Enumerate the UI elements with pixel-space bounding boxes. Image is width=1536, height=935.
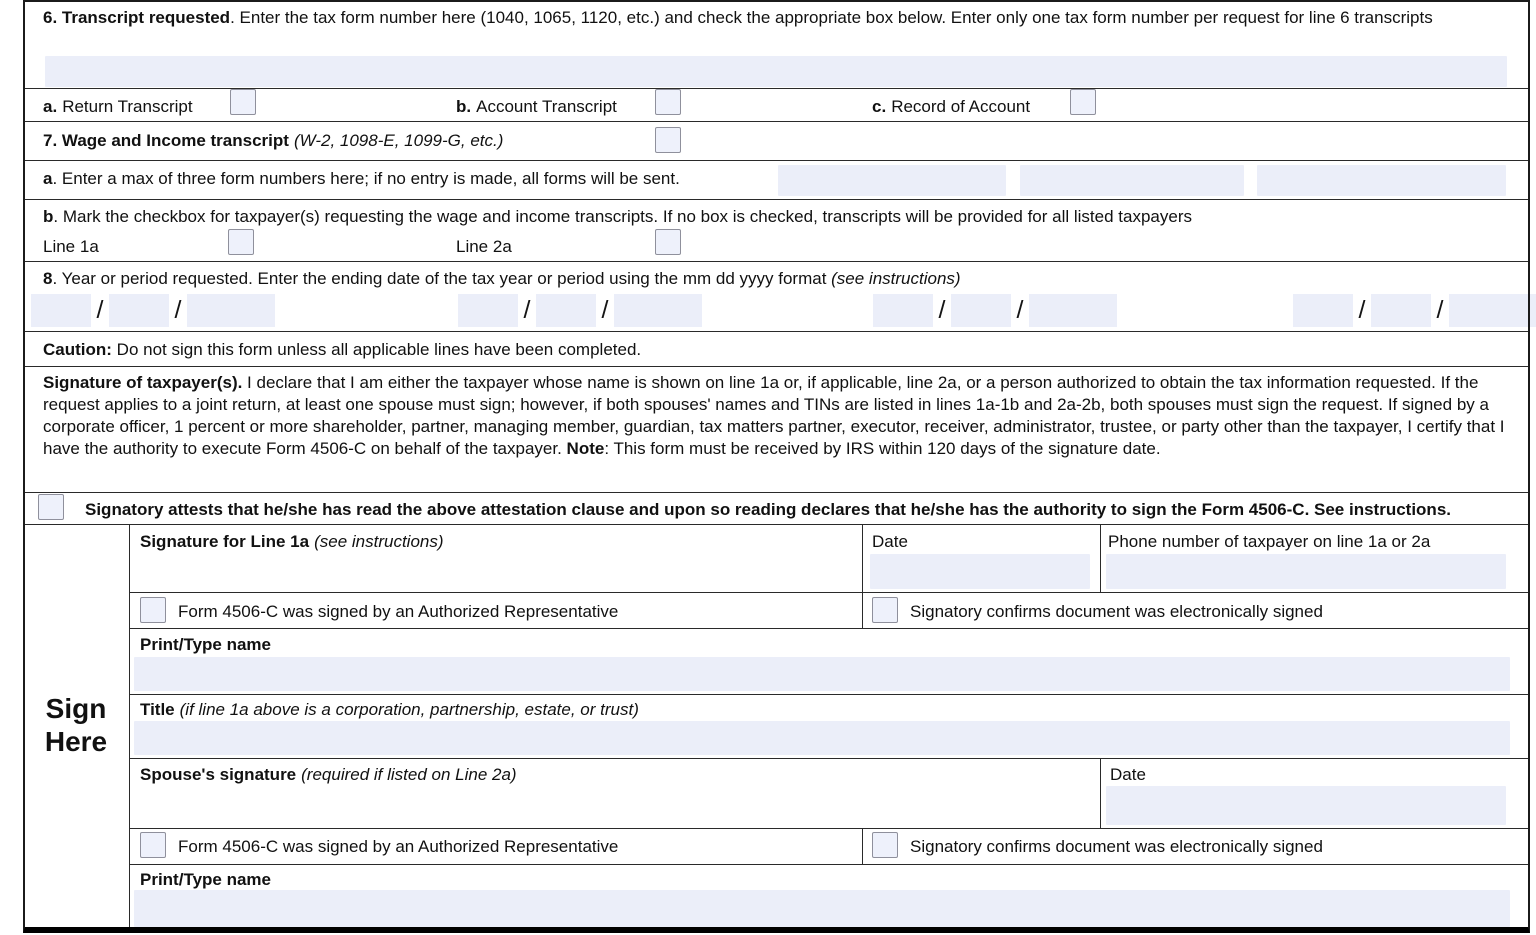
line6-label: 6. Transcript requested (43, 8, 231, 27)
line7a-label (43, 168, 680, 190)
date4-dd-input[interactable] (1371, 294, 1431, 327)
title-label (140, 699, 639, 721)
electronic-signed-label-2: Signatory confirms document was electronically signed (910, 837, 1323, 856)
line8-label (43, 268, 961, 290)
date4-yyyy-input[interactable] (1449, 294, 1536, 327)
line8-prefix: 8 (43, 269, 53, 288)
date-label-2: Date (1110, 765, 1146, 784)
line2a-label: Line 2a (456, 237, 512, 256)
print-type-name-input-2[interactable] (134, 890, 1510, 927)
divider (25, 366, 1528, 367)
date-group-1 (31, 294, 275, 327)
signature-clause-note-word: Note (566, 439, 605, 458)
spouse-signature-title: Spouse's signature (140, 765, 297, 784)
date-group-4 (1293, 294, 1536, 327)
electronic-signed-label-1: Signatory confirms document was electronically signed (910, 602, 1323, 621)
divider (25, 199, 1528, 200)
electronic-signed-checkbox-2[interactable] (872, 832, 898, 858)
slash: / (601, 296, 609, 324)
phone-label: Phone number of taxpayer on line 1a or 2a (1108, 532, 1431, 551)
sign-here-label (23, 692, 129, 758)
date3-dd-input[interactable] (951, 294, 1011, 327)
slash: / (1016, 296, 1024, 324)
divider (25, 261, 1528, 262)
option-a-label (43, 96, 193, 118)
line7a-text: . Enter a max of three form numbers here; if no entry is made, all forms will be sent. (52, 169, 680, 188)
line6-instructions: . Enter the tax form number here (1040, 1065, 1120, etc.) and check the appropriate box below. Enter only one tax form number per request for line 6 transcripts (230, 8, 1433, 27)
date2-mm-input[interactable] (458, 294, 518, 327)
slash: / (938, 296, 946, 324)
date-group-3 (873, 294, 1117, 327)
option-b-prefix: b. (456, 97, 472, 116)
line7-examples: (W-2, 1098-E, 1099-G, etc.) (293, 131, 504, 150)
divider (862, 592, 863, 628)
date3-mm-input[interactable] (873, 294, 933, 327)
line7-title: 7. Wage and Income transcript (43, 131, 289, 150)
option-a-prefix: a. (43, 97, 58, 116)
divider (25, 88, 1528, 89)
authorized-rep-checkbox-1[interactable] (140, 597, 166, 623)
divider (25, 331, 1528, 332)
option-b-label (456, 96, 617, 118)
line6-text (43, 7, 1488, 29)
date4-mm-input[interactable] (1293, 294, 1353, 327)
title-qualifier: (if line 1a above is a corporation, partnership, estate, or trust) (179, 700, 639, 719)
line8-text: . Year or period requested. Enter the ending date of the tax year or period using the mm dd yyyy format (52, 269, 832, 288)
caution-text (43, 339, 641, 361)
signature-line1a-label (140, 531, 444, 553)
divider (1100, 524, 1101, 592)
line1a-checkbox[interactable] (228, 229, 254, 255)
form-number-3-input[interactable] (1257, 165, 1506, 196)
spouse-signature-label (140, 764, 517, 786)
record-of-account-checkbox[interactable] (1070, 89, 1096, 115)
slash: / (96, 296, 104, 324)
option-a-text: Return Transcript (62, 97, 193, 116)
date1-dd-input[interactable] (109, 294, 169, 327)
caution-word: Caution: (43, 340, 112, 359)
slash: / (523, 296, 531, 324)
line2a-checkbox[interactable] (655, 229, 681, 255)
date-group-2 (458, 294, 702, 327)
divider (1100, 758, 1101, 828)
option-c-text: Record of Account (891, 97, 1031, 116)
date2-yyyy-input[interactable] (614, 294, 702, 327)
divider (129, 758, 1528, 759)
form-number-1-input[interactable] (778, 165, 1006, 196)
slash: / (174, 296, 182, 324)
date-label-1: Date (872, 532, 908, 551)
signature-clause-note-text: : This form must be received by IRS within 120 days of the signature date. (604, 439, 1161, 458)
print-type-name-label-1: Print/Type name (140, 635, 271, 654)
line1a-label: Line 1a (43, 237, 99, 256)
divider (129, 864, 1528, 865)
attestation-text: Signatory attests that he/she has read the above attestation clause and upon so reading declares that he/she has the authority to sign the Form 4506-C. See instructions. (85, 500, 1451, 519)
divider (129, 828, 1528, 829)
sign-word: Sign (45, 693, 107, 724)
option-b-text: Account Transcript (476, 97, 617, 116)
authorized-rep-label-1: Form 4506-C was signed by an Authorized Representative (178, 602, 619, 621)
line7-label (43, 130, 503, 152)
line7b-prefix: b (43, 207, 54, 226)
option-c-prefix: c. (872, 97, 887, 116)
divider (862, 524, 863, 592)
form-number-2-input[interactable] (1020, 165, 1244, 196)
here-word: Here (44, 726, 108, 757)
electronic-signed-checkbox-1[interactable] (872, 597, 898, 623)
signature-line1a-instructions: (see instructions) (314, 532, 444, 551)
authorized-rep-label-2: Form 4506-C was signed by an Authorized Representative (178, 837, 619, 856)
divider (862, 828, 863, 864)
sign-here-column-divider (129, 524, 130, 928)
phone-number-input[interactable] (1106, 554, 1506, 589)
line7b-text: . Mark the checkbox for taxpayer(s) requesting the wage and income transcripts. If no box is checked, transcripts will be provided for all listed taxpayers (53, 207, 1192, 226)
divider (129, 628, 1528, 629)
line8-see-instructions: (see instructions) (831, 269, 961, 288)
wage-income-transcript-checkbox[interactable] (655, 127, 681, 153)
return-transcript-checkbox[interactable] (230, 89, 256, 115)
divider (25, 524, 1528, 525)
print-type-name-label-2: Print/Type name (140, 870, 271, 889)
print-type-name-input-1[interactable] (134, 657, 1510, 691)
spouse-signature-qualifier: (required if listed on Line 2a) (301, 765, 517, 784)
signature-clause-title: Signature of taxpayer(s). (43, 373, 243, 392)
authorized-rep-checkbox-2[interactable] (140, 832, 166, 858)
date3-yyyy-input[interactable] (1029, 294, 1117, 327)
divider (25, 121, 1528, 122)
slash: / (1436, 296, 1444, 324)
title-word: Title (140, 700, 175, 719)
signature-line1a-title: Signature for Line 1a (140, 532, 310, 551)
line7b-label (43, 206, 1192, 228)
caution-body: Do not sign this form unless all applicable lines have been completed. (111, 340, 642, 359)
divider (25, 160, 1528, 161)
divider (129, 694, 1528, 695)
divider (129, 592, 1528, 593)
date1-mm-input[interactable] (31, 294, 91, 327)
signature-date-input[interactable] (870, 554, 1090, 589)
attestation-checkbox[interactable] (38, 494, 64, 520)
date1-yyyy-input[interactable] (187, 294, 275, 327)
line7a-prefix: a (43, 169, 53, 188)
divider (25, 492, 1528, 493)
line6-tax-form-number-input[interactable] (45, 56, 1507, 87)
account-transcript-checkbox[interactable] (655, 89, 681, 115)
option-c-label (872, 96, 1030, 118)
signature-clause-body: I declare that I am either the taxpayer whose name is shown on line 1a or, if applicable, line 2a, or a person authorized to obtain the tax information requested. If the request applies to a joint return, at least one spouse must sign; however, if both spouses' names and TINs are listed in lines 1a-1b and 2a-2b, both spouses must sign the request. If signed by a corporate officer, 1 percent or more shareholder, partner, managing member, guardian, tax matters partner, executor, receiver, administrator, trustee, or party other than the taxpayer, I certify that I have the authority to execute Form 4506-C on behalf of the taxpayer. (43, 373, 1505, 458)
title-input[interactable] (134, 721, 1510, 755)
date2-dd-input[interactable] (536, 294, 596, 327)
signature-clause (43, 372, 1511, 460)
spouse-date-input[interactable] (1106, 786, 1506, 825)
slash: / (1358, 296, 1366, 324)
